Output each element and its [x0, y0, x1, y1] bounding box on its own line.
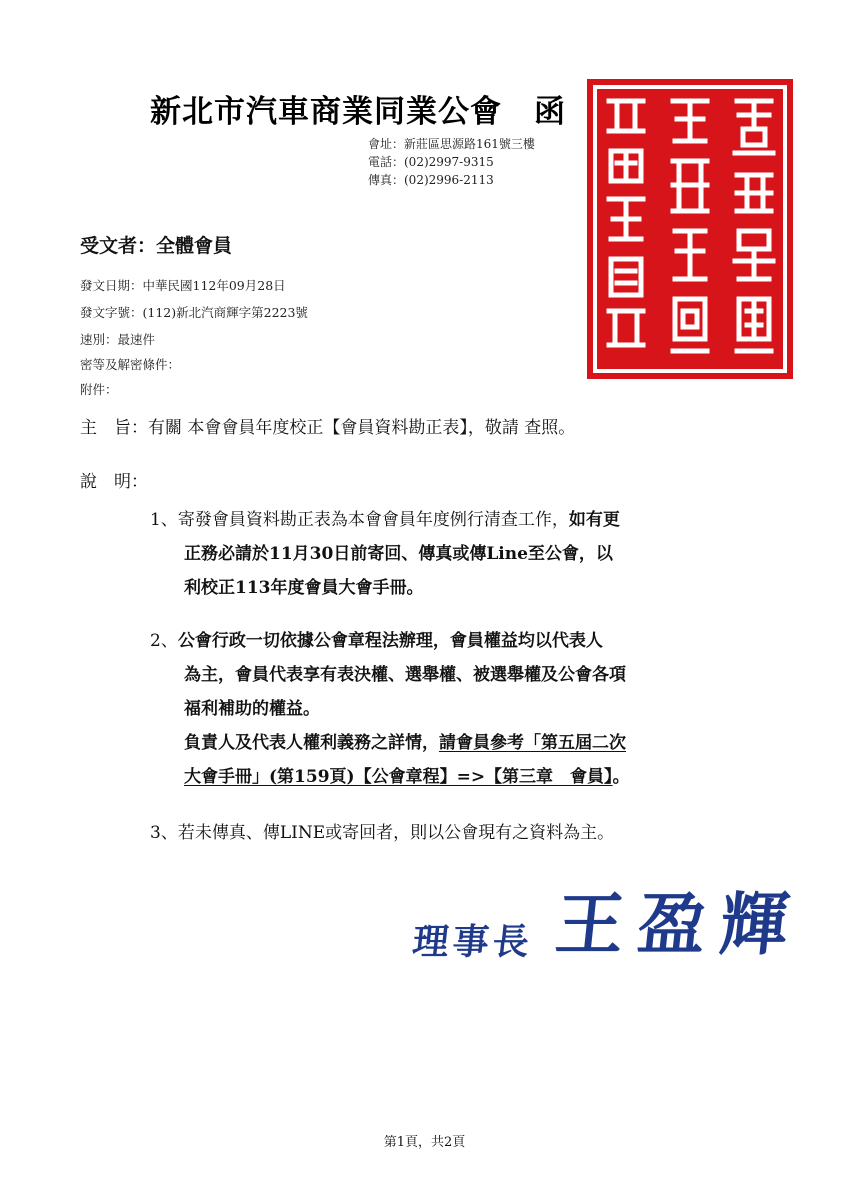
item-2-line-5: [150, 760, 630, 794]
item-1-line-2: 正務必請於11月30日前寄回、傳真或傳Line至公會，以: [184, 544, 613, 564]
item-2-detail-text: 負責人及代表人權利義務之詳情，: [184, 733, 439, 753]
item-2-reference-text: 請會員參考「第五屆二次: [439, 733, 626, 753]
item-2-number: 2、: [150, 631, 178, 651]
item-2-line-1: [150, 624, 630, 658]
item-1-bold-text: 如有更: [568, 510, 620, 530]
item-3: [150, 816, 614, 850]
item-1-line-1: [150, 503, 620, 537]
delivery-speed: 速別：最速件: [80, 332, 156, 347]
signature-name: 王盈輝: [551, 885, 807, 965]
recipient: 受文者：全體會員: [80, 235, 233, 257]
item-2: [150, 624, 630, 794]
org-fax: 傳真：(02)2996-2113: [368, 173, 494, 187]
item-1-text: 1、寄發會員資料勘正表為本會會員年度例行清查工作，: [150, 510, 569, 530]
item-2-bold-text: 公會行政一切依據公會章程法辦理，會員權益均以代表人: [177, 631, 603, 651]
item-1-line-3: 利校正113年度會員大會手冊。: [184, 578, 424, 598]
item-2-line-4: [150, 726, 630, 760]
item-2-reference-continued: 大會手冊」(第159頁)【公會章程】=>【第三章 會員】: [184, 767, 613, 787]
chairman-signature: [410, 885, 807, 965]
official-seal-image: [587, 79, 793, 379]
explanation-label: 說 明：: [80, 472, 148, 492]
secrecy-level: 密等及解密條件：: [80, 357, 181, 372]
issue-date: 發文日期：中華民國112年09月28日: [80, 278, 286, 293]
subject-line: 主 旨：有關 本會會員年度校正【會員資料勘正表】，敬請 查照。: [80, 418, 576, 438]
org-address: 會址：新莊區思源路161號三樓: [368, 137, 535, 151]
document-title: 新北市汽車商業同業公會 函: [150, 94, 566, 130]
item-2-line-3: 福利補助的權益。: [184, 699, 320, 719]
attachment: 附件：: [80, 382, 118, 397]
org-phone: 電話：(02)2997-9315: [368, 155, 494, 169]
document-number: 發文字號：(112)新北汽商輝字第2223號: [80, 305, 308, 320]
signature-title: 理事長: [410, 921, 535, 963]
item-1: [150, 503, 620, 605]
page-number: 第1頁，共2頁: [383, 1135, 466, 1150]
item-3-line-1: 3、若未傳真、傳LINE或寄回者，則以公會現有之資料為主。: [150, 823, 615, 843]
item-2-period: 。: [612, 767, 630, 787]
item-2-line-2: 為主，會員代表享有表決權、選舉權、被選舉權及公會各項: [184, 665, 626, 685]
